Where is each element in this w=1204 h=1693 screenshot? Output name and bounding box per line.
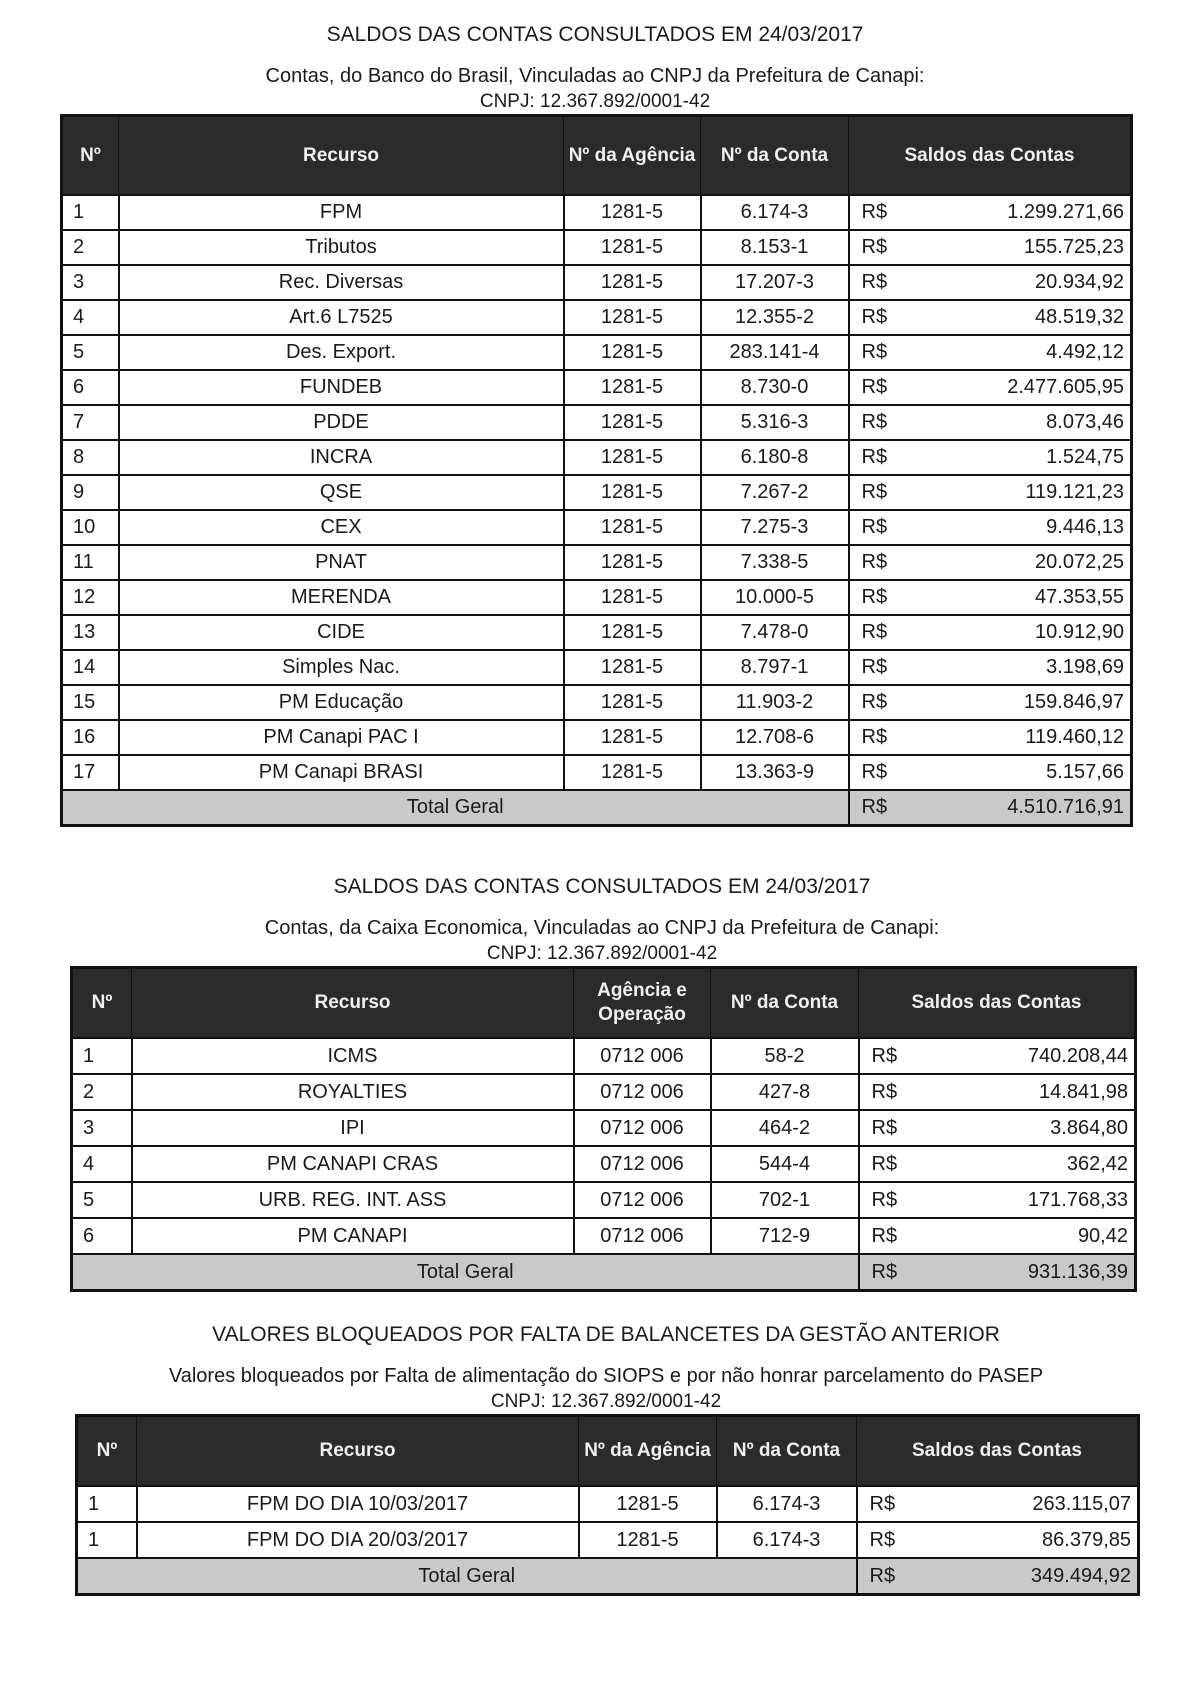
agencia-cell: 0712 006: [574, 1182, 711, 1218]
table-row: [62, 335, 1132, 370]
row-number: 2: [72, 1074, 132, 1110]
currency-cell: R$: [857, 1522, 917, 1558]
row-number: 1: [72, 1038, 132, 1074]
row-number: 7: [62, 405, 119, 440]
row-number: 17: [62, 755, 119, 790]
row-number: 11: [62, 545, 119, 580]
saldo-cell: 90,42: [919, 1218, 1136, 1254]
header-conta: Nº da Conta: [701, 116, 849, 196]
saldo-cell: 3.864,80: [919, 1110, 1136, 1146]
total-label: Total Geral: [62, 790, 849, 826]
table-row: [62, 405, 1132, 440]
conta-cell: 544-4: [711, 1146, 859, 1182]
saldo-cell: 86.379,85: [917, 1522, 1139, 1558]
agencia-cell: 1281-5: [564, 720, 701, 755]
saldo-cell: 362,42: [919, 1146, 1136, 1182]
header-row: [77, 1416, 1139, 1487]
agencia-cell: 1281-5: [564, 545, 701, 580]
row-number: 16: [62, 720, 119, 755]
conta-cell: 8.797-1: [701, 650, 849, 685]
saldo-cell: 1.524,75: [909, 440, 1132, 475]
total-value: 931.136,39: [919, 1254, 1136, 1291]
total-value: 4.510.716,91: [909, 790, 1132, 826]
table-row: [62, 510, 1132, 545]
currency-cell: R$: [849, 510, 909, 545]
saldo-cell: 4.492,12: [909, 335, 1132, 370]
row-number: 3: [72, 1110, 132, 1146]
saldo-cell: 48.519,32: [909, 300, 1132, 335]
header-saldo: Saldos das Contas: [859, 968, 1136, 1039]
table-row: [72, 1074, 1136, 1110]
agencia-cell: 1281-5: [564, 510, 701, 545]
currency-cell: R$: [849, 405, 909, 440]
header-recurso: Recurso: [132, 968, 574, 1039]
conta-cell: 8.730-0: [701, 370, 849, 405]
table-row: [62, 685, 1132, 720]
agencia-cell: 1281-5: [564, 335, 701, 370]
row-number: 1: [77, 1522, 137, 1558]
row-number: 2: [62, 230, 119, 265]
row-number: 4: [62, 300, 119, 335]
conta-cell: 427-8: [711, 1074, 859, 1110]
recurso-cell: PM Canapi BRASI: [119, 755, 564, 790]
header-number: Nº: [72, 968, 132, 1039]
row-number: 4: [72, 1146, 132, 1182]
conta-cell: 17.207-3: [701, 265, 849, 300]
currency-cell: R$: [859, 1074, 919, 1110]
recurso-cell: FUNDEB: [119, 370, 564, 405]
table-row: [72, 1146, 1136, 1182]
section-subtitle: Valores bloqueados por Falta de alimentação do SIOPS e por não honrar parcelamento do PASEP: [168, 1365, 1044, 1387]
conta-cell: 12.708-6: [701, 720, 849, 755]
header-saldo: Saldos das Contas: [849, 116, 1132, 196]
conta-cell: 5.316-3: [701, 405, 849, 440]
row-number: 5: [72, 1182, 132, 1218]
recurso-cell: ROYALTIES: [132, 1074, 574, 1110]
total-label: Total Geral: [72, 1254, 859, 1291]
agencia-cell: 1281-5: [564, 475, 701, 510]
table-row: [77, 1486, 1139, 1522]
saldo-cell: 5.157,66: [909, 755, 1132, 790]
section-title: SALDOS DAS CONTAS CONSULTADOS EM 24/03/2017: [326, 23, 864, 46]
agencia-cell: 1281-5: [564, 755, 701, 790]
header-agencia: Nº da Agência: [579, 1416, 717, 1487]
saldo-cell: 10.912,90: [909, 615, 1132, 650]
currency-cell: R$: [849, 720, 909, 755]
section-subtitle: Contas, do Banco do Brasil, Vinculadas ao CNPJ da Prefeitura de Canapi:: [265, 65, 925, 87]
header-agencia: Nº da Agência: [564, 116, 701, 196]
accounts-table: [70, 966, 1137, 1292]
conta-cell: 712-9: [711, 1218, 859, 1254]
conta-cell: 8.153-1: [701, 230, 849, 265]
conta-cell: 464-2: [711, 1110, 859, 1146]
saldo-cell: 119.460,12: [909, 720, 1132, 755]
header-number: Nº: [77, 1416, 137, 1487]
total-label: Total Geral: [77, 1558, 857, 1595]
conta-cell: 11.903-2: [701, 685, 849, 720]
recurso-cell: PM CANAPI CRAS: [132, 1146, 574, 1182]
recurso-cell: IPI: [132, 1110, 574, 1146]
header-saldo: Saldos das Contas: [857, 1416, 1139, 1487]
table-row: [62, 370, 1132, 405]
table-row: [72, 1038, 1136, 1074]
saldo-cell: 171.768,33: [919, 1182, 1136, 1218]
section-banco-do-brasil: [60, 20, 1130, 827]
agencia-cell: 1281-5: [564, 440, 701, 475]
recurso-cell: Rec. Diversas: [119, 265, 564, 300]
total-row: [77, 1558, 1139, 1595]
currency-cell: R$: [849, 370, 909, 405]
total-currency: R$: [859, 1254, 919, 1291]
section-caixa-economica: [70, 872, 1134, 1292]
conta-cell: 10.000-5: [701, 580, 849, 615]
saldo-cell: 159.846,97: [909, 685, 1132, 720]
row-number: 6: [62, 370, 119, 405]
row-number: 9: [62, 475, 119, 510]
recurso-cell: PM Educação: [119, 685, 564, 720]
agencia-cell: 0712 006: [574, 1218, 711, 1254]
total-currency: R$: [849, 790, 909, 826]
currency-cell: R$: [859, 1038, 919, 1074]
agencia-cell: 1281-5: [564, 230, 701, 265]
agencia-cell: 0712 006: [574, 1038, 711, 1074]
conta-cell: 6.174-3: [717, 1522, 857, 1558]
conta-cell: 7.338-5: [701, 545, 849, 580]
saldo-cell: 3.198,69: [909, 650, 1132, 685]
table-row: [62, 545, 1132, 580]
saldo-cell: 20.934,92: [909, 265, 1132, 300]
total-row: [62, 790, 1132, 826]
agencia-cell: 1281-5: [564, 300, 701, 335]
total-currency: R$: [857, 1558, 917, 1595]
recurso-cell: Art.6 L7525: [119, 300, 564, 335]
currency-cell: R$: [849, 265, 909, 300]
recurso-cell: MERENDA: [119, 580, 564, 615]
recurso-cell: Des. Export.: [119, 335, 564, 370]
total-row: [72, 1254, 1136, 1291]
currency-cell: R$: [859, 1110, 919, 1146]
agencia-cell: 0712 006: [574, 1146, 711, 1182]
saldo-cell: 9.446,13: [909, 510, 1132, 545]
currency-cell: R$: [849, 755, 909, 790]
conta-cell: 12.355-2: [701, 300, 849, 335]
conta-cell: 6.180-8: [701, 440, 849, 475]
table-row: [77, 1522, 1139, 1558]
header-recurso: Recurso: [119, 116, 564, 196]
row-number: 6: [72, 1218, 132, 1254]
conta-cell: 6.174-3: [701, 195, 849, 230]
header-conta: Nº da Conta: [711, 968, 859, 1039]
currency-cell: R$: [849, 685, 909, 720]
currency-cell: R$: [849, 195, 909, 230]
recurso-cell: CEX: [119, 510, 564, 545]
currency-cell: R$: [849, 300, 909, 335]
agencia-cell: 1281-5: [564, 580, 701, 615]
recurso-cell: PNAT: [119, 545, 564, 580]
agencia-cell: 1281-5: [579, 1522, 717, 1558]
agencia-cell: 0712 006: [574, 1074, 711, 1110]
row-number: 1: [62, 195, 119, 230]
table-row: [62, 230, 1132, 265]
conta-cell: 7.478-0: [701, 615, 849, 650]
recurso-cell: INCRA: [119, 440, 564, 475]
section-subtitle: Contas, da Caixa Economica, Vinculadas ao CNPJ da Prefeitura de Canapi:: [264, 917, 940, 939]
agencia-cell: 1281-5: [564, 650, 701, 685]
agencia-cell: 1281-5: [564, 370, 701, 405]
cnpj-label: CNPJ: 12.367.892/0001-42: [490, 1391, 722, 1412]
conta-cell: 58-2: [711, 1038, 859, 1074]
agencia-cell: 1281-5: [564, 405, 701, 440]
table-row: [62, 440, 1132, 475]
saldo-cell: 119.121,23: [909, 475, 1132, 510]
recurso-cell: QSE: [119, 475, 564, 510]
row-number: 15: [62, 685, 119, 720]
table-row: [62, 475, 1132, 510]
recurso-cell: PM CANAPI: [132, 1218, 574, 1254]
currency-cell: R$: [859, 1182, 919, 1218]
table-row: [62, 195, 1132, 230]
conta-cell: 283.141-4: [701, 335, 849, 370]
section-title: SALDOS DAS CONTAS CONSULTADOS EM 24/03/2017: [333, 875, 871, 898]
header-row: [72, 968, 1136, 1039]
table-row: [62, 755, 1132, 790]
accounts-table: [60, 114, 1133, 827]
table-row: [62, 615, 1132, 650]
agencia-cell: 1281-5: [564, 615, 701, 650]
conta-cell: 6.174-3: [717, 1486, 857, 1522]
recurso-cell: FPM: [119, 195, 564, 230]
conta-cell: 702-1: [711, 1182, 859, 1218]
accounts-table: [75, 1414, 1140, 1596]
table-row: [62, 650, 1132, 685]
currency-cell: R$: [849, 440, 909, 475]
currency-cell: R$: [849, 545, 909, 580]
recurso-cell: FPM DO DIA 20/03/2017: [137, 1522, 579, 1558]
header-recurso: Recurso: [137, 1416, 579, 1487]
agencia-cell: 1281-5: [579, 1486, 717, 1522]
total-value: 349.494,92: [917, 1558, 1139, 1595]
row-number: 13: [62, 615, 119, 650]
saldo-cell: 1.299.271,66: [909, 195, 1132, 230]
header-number: Nº: [62, 116, 119, 196]
conta-cell: 7.275-3: [701, 510, 849, 545]
row-number: 12: [62, 580, 119, 615]
recurso-cell: URB. REG. INT. ASS: [132, 1182, 574, 1218]
currency-cell: R$: [849, 230, 909, 265]
section-valores-bloqueados: [75, 1320, 1137, 1596]
saldo-cell: 20.072,25: [909, 545, 1132, 580]
agencia-cell: 1281-5: [564, 685, 701, 720]
recurso-cell: PM Canapi PAC I: [119, 720, 564, 755]
recurso-cell: Tributos: [119, 230, 564, 265]
table-row: [72, 1218, 1136, 1254]
conta-cell: 7.267-2: [701, 475, 849, 510]
header-conta: Nº da Conta: [717, 1416, 857, 1487]
header-row: [62, 116, 1132, 196]
currency-cell: R$: [859, 1218, 919, 1254]
row-number: 5: [62, 335, 119, 370]
currency-cell: R$: [859, 1146, 919, 1182]
header-agencia: Agência e Operação: [574, 968, 711, 1039]
saldo-cell: 263.115,07: [917, 1486, 1139, 1522]
conta-cell: 13.363-9: [701, 755, 849, 790]
saldo-cell: 8.073,46: [909, 405, 1132, 440]
recurso-cell: ICMS: [132, 1038, 574, 1074]
row-number: 10: [62, 510, 119, 545]
saldo-cell: 47.353,55: [909, 580, 1132, 615]
saldo-cell: 155.725,23: [909, 230, 1132, 265]
row-number: 1: [77, 1486, 137, 1522]
cnpj-label: CNPJ: 12.367.892/0001-42: [486, 943, 718, 964]
recurso-cell: Simples Nac.: [119, 650, 564, 685]
currency-cell: R$: [849, 475, 909, 510]
table-row: [72, 1110, 1136, 1146]
table-row: [72, 1182, 1136, 1218]
currency-cell: R$: [849, 650, 909, 685]
table-row: [62, 720, 1132, 755]
currency-cell: R$: [849, 335, 909, 370]
currency-cell: R$: [849, 615, 909, 650]
saldo-cell: 2.477.605,95: [909, 370, 1132, 405]
currency-cell: R$: [849, 580, 909, 615]
saldo-cell: 14.841,98: [919, 1074, 1136, 1110]
cnpj-label: CNPJ: 12.367.892/0001-42: [479, 91, 711, 112]
section-title: VALORES BLOQUEADOS POR FALTA DE BALANCETES DA GESTÃO ANTERIOR: [212, 1323, 1000, 1346]
table-row: [62, 580, 1132, 615]
agencia-cell: 1281-5: [564, 195, 701, 230]
row-number: 3: [62, 265, 119, 300]
recurso-cell: FPM DO DIA 10/03/2017: [137, 1486, 579, 1522]
table-row: [62, 265, 1132, 300]
recurso-cell: PDDE: [119, 405, 564, 440]
recurso-cell: CIDE: [119, 615, 564, 650]
agencia-cell: 1281-5: [564, 265, 701, 300]
table-row: [62, 300, 1132, 335]
row-number: 8: [62, 440, 119, 475]
saldo-cell: 740.208,44: [919, 1038, 1136, 1074]
row-number: 14: [62, 650, 119, 685]
agencia-cell: 0712 006: [574, 1110, 711, 1146]
currency-cell: R$: [857, 1486, 917, 1522]
